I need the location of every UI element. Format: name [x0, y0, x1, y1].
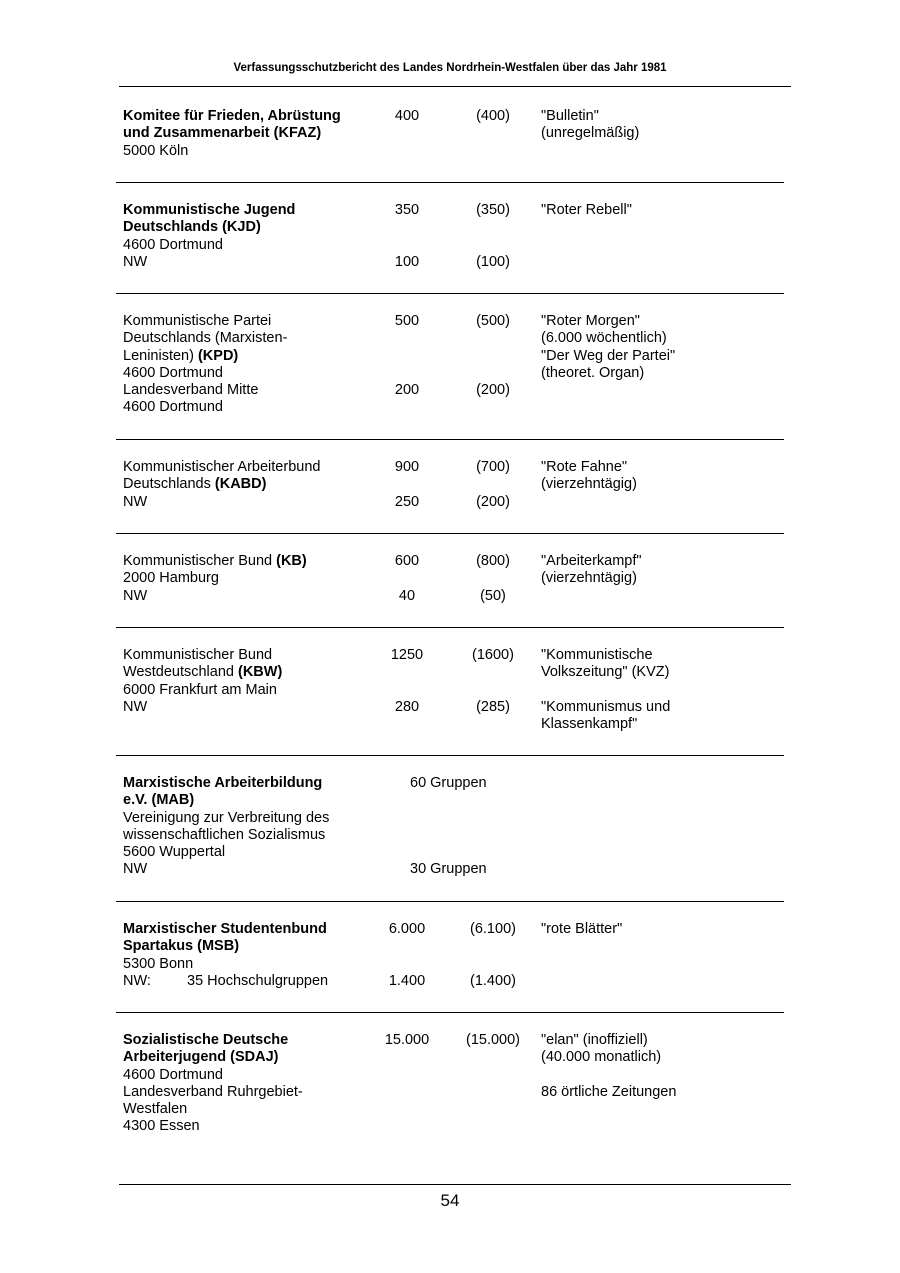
org-name: Deutschlands (Marxisten- — [123, 330, 288, 347]
sub-member-count-previous: (200) — [476, 382, 510, 399]
org-name: Kommunistischer Arbeiterbund — [123, 459, 321, 475]
member-count: 15.000 — [384, 1032, 430, 1048]
org-abbreviation: (KPD) — [197, 347, 239, 364]
publication: (theoret. Organ) — [541, 364, 645, 381]
member-count: 350 — [394, 202, 420, 218]
org-city: 5300 Bonn — [123, 955, 194, 972]
sub-member-count-previous: (200) — [476, 493, 510, 510]
member-count-previous: (6.100) — [470, 921, 516, 937]
org-subdivision: NW — [123, 493, 148, 510]
org-name: Marxistischer Studentenbund — [123, 921, 327, 937]
entry-divider — [116, 533, 784, 534]
member-count-previous: (800) — [476, 553, 510, 569]
publication: "Roter Morgen" — [541, 313, 640, 329]
org-name: Deutschlands — [123, 476, 211, 493]
org-city: 2000 Hamburg — [123, 570, 219, 587]
footer-rule — [119, 1184, 791, 1185]
org-name: Deutschlands (KJD) — [123, 219, 261, 236]
sub-member-count: 100 — [394, 253, 420, 270]
member-count-previous: (700) — [476, 459, 510, 475]
org-subdivision-city: 4300 Essen — [123, 1118, 200, 1135]
org-name: Arbeiterjugend (SDAJ) — [123, 1049, 279, 1066]
publication: (6.000 wöchentlich) — [541, 330, 667, 347]
org-name: und Zusammenarbeit (KFAZ) — [123, 125, 322, 142]
org-description: wissenschaftlichen Sozialismus — [123, 826, 326, 843]
sub-member-count: 40 — [398, 587, 416, 604]
entry-divider — [116, 627, 784, 628]
member-count-previous: (500) — [476, 313, 510, 329]
org-city: 4600 Dortmund — [123, 1066, 223, 1083]
org-subdivision: NW: — [123, 972, 151, 989]
member-count: 500 — [394, 313, 420, 329]
publication: "rote Blätter" — [541, 921, 623, 937]
publication: (vierzehntägig) — [541, 476, 637, 493]
org-city: 6000 Frankfurt am Main — [123, 681, 277, 698]
page-number: 54 — [440, 1191, 460, 1210]
publication: Volkszeitung" (KVZ) — [541, 664, 670, 681]
org-name: Westdeutschland — [123, 664, 234, 681]
group-count: 60 Gruppen — [410, 775, 487, 791]
org-abbreviation: (KB) — [276, 553, 307, 569]
publication: "elan" (inoffiziell) — [541, 1032, 648, 1048]
entry-divider — [116, 439, 784, 440]
sub-group-count: 30 Gruppen — [410, 861, 487, 878]
publication: (vierzehntägig) — [541, 570, 637, 587]
org-subdivision: Landesverband Mitte — [123, 382, 259, 399]
publication: "Der Weg der Partei" — [541, 347, 676, 364]
org-city: 5000 Köln — [123, 142, 189, 159]
publication: 86 örtliche Zeitungen — [541, 1083, 677, 1100]
org-subdivision: NW — [123, 861, 148, 878]
sub-member-count: 1.400 — [388, 972, 426, 989]
org-city: 4600 Dortmund — [123, 364, 223, 381]
sub-member-count: 200 — [394, 382, 420, 399]
publication: "Kommunistische — [541, 647, 653, 663]
publication: "Roter Rebell" — [541, 202, 632, 218]
org-city: 5600 Wuppertal — [123, 844, 226, 861]
org-subdivision-detail: 35 Hochschulgruppen — [187, 972, 329, 989]
sub-member-count: 280 — [394, 698, 420, 715]
publication: "Rote Fahne" — [541, 459, 628, 475]
entry-divider — [116, 182, 784, 183]
member-count: 600 — [394, 553, 420, 569]
org-subdivision: NW — [123, 253, 148, 270]
entry-divider — [116, 293, 784, 294]
org-city: 4600 Dortmund — [123, 236, 223, 253]
publication: "Arbeiterkampf" — [541, 553, 642, 569]
member-count-previous: (1600) — [472, 647, 514, 663]
sub-member-count-previous: (1.400) — [470, 972, 516, 989]
sub-member-count-previous: (285) — [476, 698, 510, 715]
member-count-previous: (400) — [476, 108, 510, 124]
org-name: Spartakus (MSB) — [123, 938, 240, 955]
org-name: Marxistische Arbeiterbildung — [123, 775, 323, 791]
org-name: Kommunistische Partei — [123, 313, 272, 329]
org-subdivision-city: 4600 Dortmund — [123, 399, 223, 416]
org-subdivision: Landesverband Ruhrgebiet- — [123, 1083, 303, 1100]
sub-member-count-previous: (100) — [476, 253, 510, 270]
sub-member-count-previous: (50) — [480, 587, 506, 604]
org-name: Kommunistischer Bund — [123, 647, 273, 663]
org-subdivision: NW — [123, 698, 148, 715]
member-count-previous: (350) — [476, 202, 510, 218]
publication: Klassenkampf" — [541, 716, 638, 733]
header-rule — [119, 86, 791, 87]
sub-member-count: 250 — [394, 493, 420, 510]
org-description: Vereinigung zur Verbreitung des — [123, 809, 330, 826]
org-subdivision: NW — [123, 587, 148, 604]
page-header: Verfassungsschutzbericht des Landes Nordrhein-Westfalen über das Jahr 1981 — [233, 62, 667, 74]
member-count-previous: (15.000) — [465, 1032, 520, 1048]
org-name: Komitee für Frieden, Abrüstung — [123, 108, 341, 124]
org-name: Kommunistischer Bund — [123, 553, 273, 569]
publication: "Kommunismus und — [541, 698, 671, 715]
member-count: 400 — [394, 108, 420, 124]
entry-divider — [116, 755, 784, 756]
org-subdivision: Westfalen — [123, 1101, 188, 1118]
org-abbreviation: (KBW) — [238, 664, 283, 681]
publication: (40.000 monatlich) — [541, 1049, 662, 1066]
org-abbreviation: (KABD) — [214, 476, 267, 493]
org-name: e.V. (MAB) — [123, 792, 195, 809]
member-count: 900 — [394, 459, 420, 475]
member-count: 1250 — [390, 647, 424, 663]
member-count: 6.000 — [388, 921, 426, 937]
org-name: Sozialistische Deutsche — [123, 1032, 289, 1048]
publication: (unregelmäßig) — [541, 125, 640, 142]
publication: "Bulletin" — [541, 108, 599, 124]
entry-divider — [116, 901, 784, 902]
org-name: Leninisten) — [123, 347, 194, 364]
org-name: Kommunistische Jugend — [123, 202, 296, 218]
entry-divider — [116, 1012, 784, 1013]
